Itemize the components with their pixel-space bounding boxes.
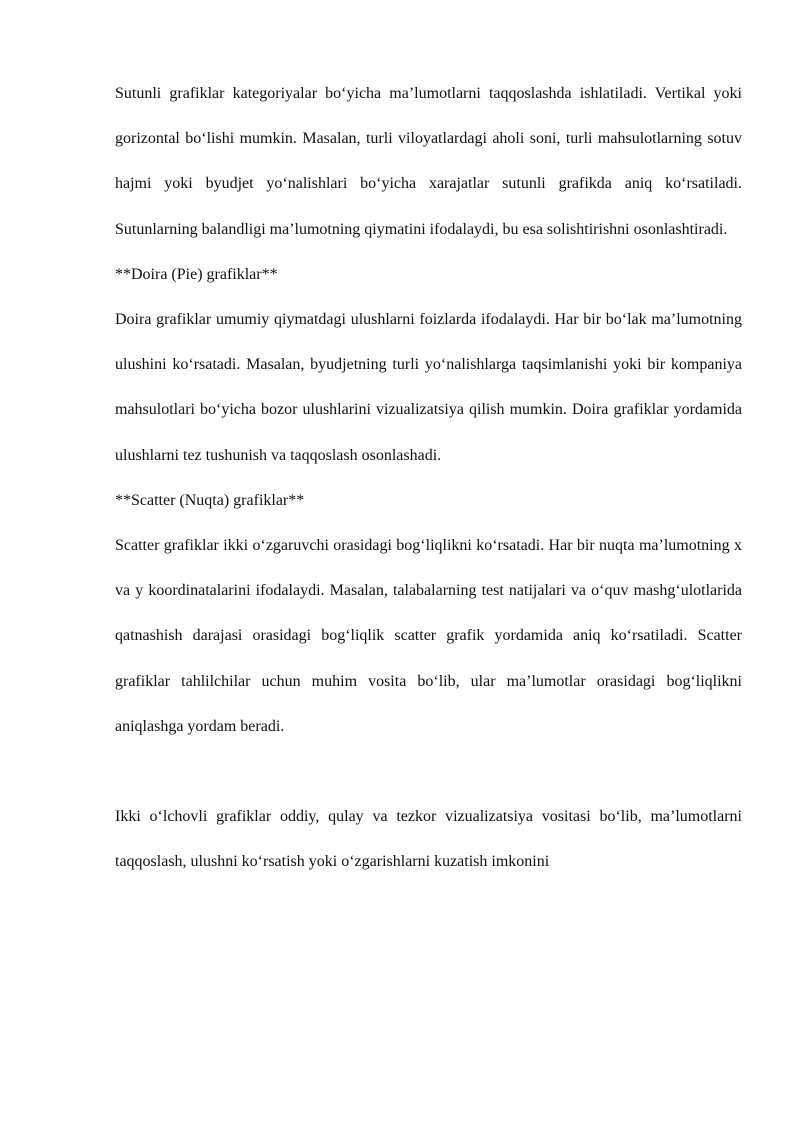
paragraph-spacer (115, 749, 742, 794)
paragraph-scatter-charts: Scatter grafiklar ikki o‘zgaruvchi orasidagi bog‘liqlikni ko‘rsatadi. Har bir nuqta ma’lumotning x va y koordinatalarini ifodalaydi. Masalan, talabalarning test natijalari va o‘quv mashg‘ulotlarida qatnashish darajasi orasidagi bog‘liqlik scatter grafik yordamida aniq ko‘rsatiladi. Scatter grafiklar tahlilchilar uchun muhim vosita bo‘lib, ular ma’lumotlar orasidagi bog‘liqlikni aniqlashga yordam beradi. (115, 537, 742, 735)
heading-scatter-charts: **Scatter (Nuqta) grafiklar** (115, 491, 305, 509)
paragraph-bar-charts: Sutunli grafiklar kategoriyalar bo‘yicha ma’lumotlarni taqqoslashda ishlatiladi. Vertikal yoki gorizontal bo‘lishi mumkin. Masalan, turli viloyatlardagi aholi soni, turli mahsulotlarning sotuv hajmi yoki byudjet yo‘nalishlari bo‘yicha xarajatlar sutunli grafikda aniq ko‘rsatiladi. Sutunlarning balandligi ma’lumotning qiymatini ifodalaydi, bu esa solishtirishni osonlashtiradi. (115, 85, 742, 238)
paragraph-two-dimensional-charts: Ikki o‘lchovli grafiklar oddiy, qulay va tezkor vizualizatsiya vositasi bo‘lib, ma’lumotlarni taqqoslash, ulushni ko‘rsatish yoki o‘zgarishlarni kuzatish imkonini (115, 808, 742, 871)
document-body (115, 71, 742, 884)
paragraph-pie-charts: Doira grafiklar umumiy qiymatdagi ulushlarni foizlarda ifodalaydi. Har bir bo‘lak ma’lumotning ulushini ko‘rsatadi. Masalan, byudjetning turli yo‘nalishlarga taqsimlanishi yoki bir kompaniya mahsulotlari bo‘yicha bozor ulushlarini vizualizatsiya qilish mumkin. Doira grafiklar yordamida ulushlarni tez tushunish va taqqoslash osonlashadi. (115, 311, 742, 464)
heading-pie-charts: **Doira (Pie) grafiklar** (115, 265, 278, 283)
